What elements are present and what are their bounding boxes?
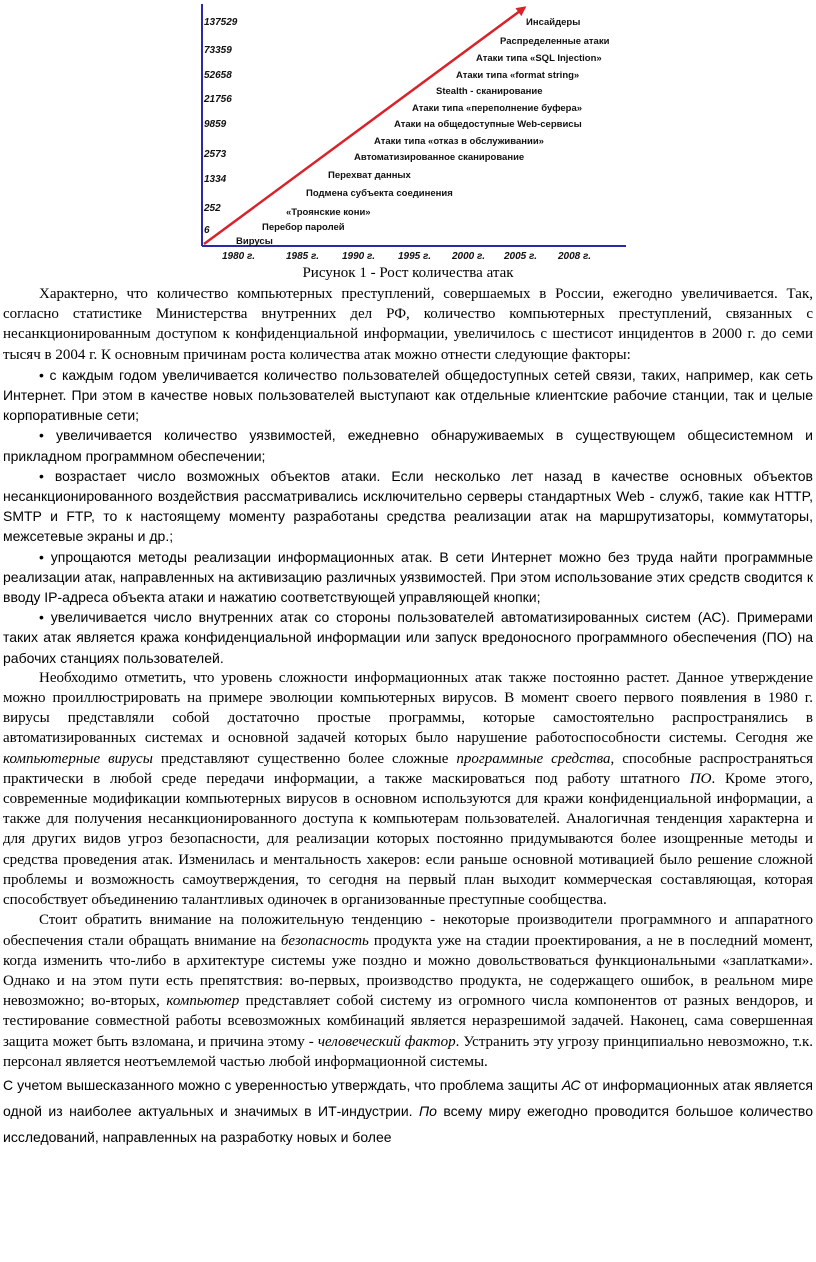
paragraph-complexity (3, 668, 813, 910)
attack-label: Вирусы (236, 236, 273, 247)
attack-label: Атаки на общедоступные Web-сервисы (394, 119, 582, 130)
x-label: 2000 г. (452, 251, 486, 262)
paragraph-security-trend (3, 910, 813, 1072)
attack-label: Подмена субъекта соединения (306, 188, 453, 199)
attack-label: Инсайдеры (526, 17, 581, 28)
paragraph-intro: Характерно, что количество компьютерных преступлений, совершаемых в России, ежегодно увеличивается. Так, согласно статистике Министерства внутренних дел РФ, количество компьютерных преступлений, связанных с несанкционированным доступом к конфиденциальной информации, увеличилось с шестисот инцидентов в 2000 г. до семи тысяч в 2004 г. К основным причинам роста количества атак можно отнести следующие факторы: (3, 286, 813, 363)
y-label: 21756 (204, 94, 232, 105)
figure-caption: Рисунок 1 - Рост количества атак (302, 265, 514, 281)
attack-label: Перебор паролей (262, 222, 345, 233)
body-text (3, 284, 813, 1150)
italic-term: безопасность (280, 932, 369, 949)
text-run: представляет собой систему из огромного числа компонентов от разных вендоров, и тестирование совместной работы всевозможных комбинаций является неразрешимой задачей. Наконец, сама совершенная защита может быть взломана, и причина этому - (3, 993, 814, 1050)
x-label: 1985 г. (286, 251, 320, 262)
attack-label: Атаки типа «SQL Injection» (476, 53, 602, 64)
italic-term: АС (561, 1076, 581, 1093)
bullet-item: • увеличивается число внутренних атак со стороны пользователей автоматизированных систем (АС). Примерами таких атак является кража конфиденциальной информации или запуск вредоносного программного обеспечения (ПО) на рабочих станциях пользователей. (3, 609, 813, 666)
text-run: Стоит обратить внимание на положительную тенденцию - некоторые производители программного и аппаратного обеспечения стали обращать внимание на (3, 912, 813, 949)
italic-term: человеческий фактор (317, 1033, 456, 1050)
italic-term: ПО (689, 770, 712, 787)
attack-growth-figure (180, 0, 630, 266)
y-label: 6 (204, 225, 210, 236)
x-label: 2005 г. (504, 251, 538, 262)
attack-label: Атаки типа «format string» (456, 70, 580, 81)
text-run: продукта уже на стадии проектирования, а не в последний момент, когда изменить что-либо в архитектуре системы уже поздно и можно довольствоваться функциональными «заплатками». Однако и на этом пути есть препятствия: во-первых, производство продукта, не содержащего ошибок, в реальном мире невозможно; во-вторых, (3, 932, 813, 1010)
italic-term: компьютерные вирусы (3, 750, 153, 767)
text-run: , способные распространяться практически в любой среде передачи информации, а также маскироваться под работу штатного (3, 750, 814, 787)
x-label: 1990 г. (342, 251, 376, 262)
attack-label: Автоматизированное сканирование (354, 152, 525, 163)
y-label: 1334 (204, 174, 227, 185)
y-label: 252 (204, 203, 221, 214)
bullet-item: • с каждым годом увеличивается количество пользователей общедоступных сетей связи, таких, например, как сеть Интернет. При этом в качестве новых пользователей выступают как отдельные клиентские рабочие станции, так и целые корпоративные сети; (3, 366, 813, 424)
x-label: 1980 г. (222, 251, 256, 262)
attack-label: Атаки типа «отказ в обслуживании» (374, 136, 544, 147)
y-label: 73359 (204, 45, 232, 56)
text-run: . Устранить эту угрозу принципиально невозможно, т.к. персонал является неотъемлемой частью любой информационной системы. (3, 1033, 813, 1070)
attack-label: «Троянские кони» (286, 207, 371, 218)
attack-label: Распределенные атаки (500, 36, 610, 47)
bullet-item: • упрощаются методы реализации информационных атак. В сети Интернет можно без труда найти программные реализации атак, направленных на активизацию различных уязвимостей. При этом использование этих средств сводится к вводу IP-адреса объекта атаки и нажатию соответствующей управляющей кнопки; (3, 548, 813, 606)
bullet-item: • увеличивается количество уязвимостей, ежедневно обнаруживаемых в существующем общесистемном и прикладном программном обеспечении; (3, 427, 813, 464)
x-label: 1995 г. (398, 251, 432, 262)
italic-term: По (419, 1102, 437, 1119)
paragraph-conclusion (3, 1072, 813, 1150)
text-run: . Кроме этого, современные модификации компьютерных вирусов в основном используются для кражи конфиденциальной информации, а также для получения несанкционированного доступа к компьютерам пользователей. Аналогичная тенденция характерна и для других видов угроз безопасности, для реализации которых постоянно придумываются более изощренные методы и средства проведения атак. Изменилась и ментальность хакеров: если раньше основной мотивацией было решение сложной проблемы и возможность самоутверждения, то сегодня на первый план выходит коммерческая составляющая, которая способствует объединению талантливых одиночек в организованные преступные сообщества. (3, 770, 814, 909)
attack-label: Stealth - сканирование (436, 86, 543, 97)
italic-term: компьютер (166, 993, 240, 1010)
text-run: от информационных атак является одной из наиболее актуальных и значимых в ИТ-индустрии. (3, 1076, 813, 1119)
attack-label: Атаки типа «переполнение буфера» (412, 103, 583, 114)
italic-term: программные средства (456, 750, 611, 767)
bullet-item: • возрастает число возможных объектов атаки. Если несколько лет назад в качестве основных объектов несанкционированного воздействия рассматривались исключительно серверы стандартных Web - служб, такие как HTTP, SMTP и FTP, то к настоящему моменту разработаны средства реализации атак на маршрутизаторы, коммутаторы, межсетевые экраны и др.; (3, 467, 813, 545)
text-run: представляют существенно более сложные (152, 750, 457, 767)
text-run: Необходимо отметить, что уровень сложности информационных атак также постоянно растет. Данное утверждение можно проиллюстрировать на примере эволюции компьютерных вирусов. В момент своего первого появления в 1980 г. вирусы представляли собой достаточно простые программы, которые самостоятельно распространялись в автоматизированных системах и основной задачей которых было нарушение работоспособности системы. Сегодня же (3, 669, 813, 747)
text-run: С учетом вышесказанного можно с уверенностью утверждать, что проблема защиты (3, 1076, 562, 1093)
y-label: 9859 (204, 119, 227, 130)
attack-label: Перехват данных (328, 170, 411, 181)
y-label: 137529 (204, 17, 238, 28)
y-label: 52658 (204, 70, 232, 81)
text-run: всему миру ежегодно проводится большое количество исследований, направленных на разработку новых и более (3, 1102, 813, 1145)
y-label: 2573 (204, 149, 227, 160)
x-label: 2008 г. (558, 251, 592, 262)
